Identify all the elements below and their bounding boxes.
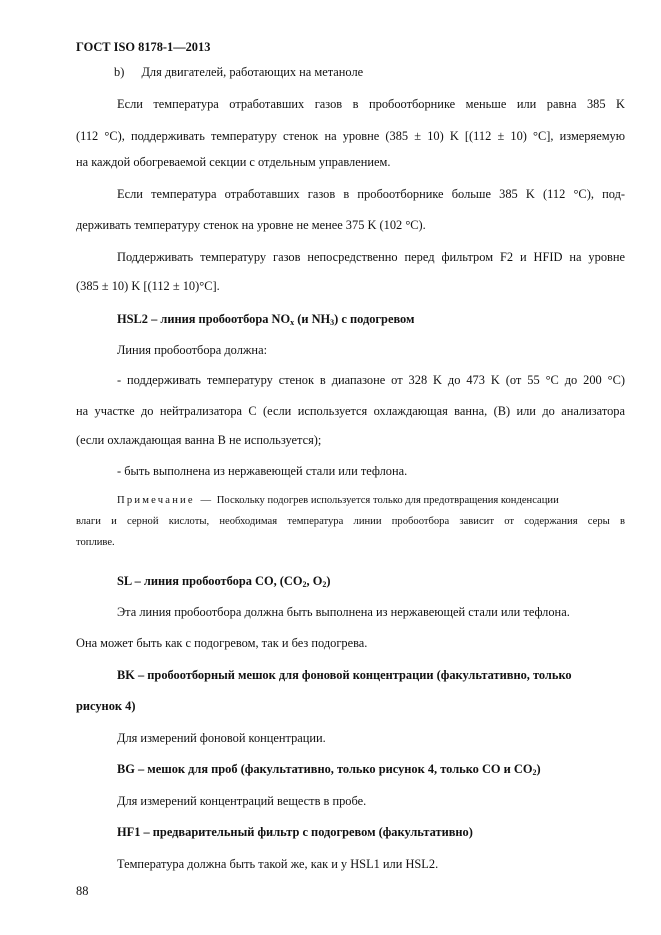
note-text: Поскольку подогрев используется только для предотвращения конденсации bbox=[216, 495, 559, 506]
list-marker: b) bbox=[114, 65, 125, 79]
paragraph-line: Эта линия пробоотбора должна быть выполнена из нержавеющей стали или тефлона. bbox=[117, 605, 570, 619]
paragraph-line: (112 °C), поддерживать температуру стенок на уровне (385 ± 10) K [(112 ± 10) °C], измеряемую bbox=[76, 129, 625, 143]
paragraph-line: - поддерживать температуру стенок в диапазоне от 328 K до 473 K (от 55 °C до 200 °C) bbox=[117, 373, 625, 387]
note-line: топливе. bbox=[76, 537, 115, 548]
note-dash: — bbox=[200, 495, 212, 506]
paragraph-line: держивать температуру стенок на уровне не менее 375 K (102 °C). bbox=[76, 218, 426, 232]
section-title-bk: BK – пробоотборный мешок для фоновой концентрации (факультативно, только bbox=[117, 668, 572, 682]
note-line bbox=[117, 496, 559, 507]
section-title-sl: SL – линия пробоотбора CO, ($CO_2$, $O_2$) bbox=[117, 574, 331, 589]
section-title-hsl2: HSL2 – линия пробоотбора $NO_x$ (и $NH_3$) с подогревом bbox=[117, 312, 415, 327]
paragraph-line: - быть выполнена из нержавеющей стали или тефлона. bbox=[117, 464, 408, 478]
paragraph-line: Для измерений концентраций веществ в пробе. bbox=[117, 794, 367, 808]
paragraph-line: Температура должна быть такой же, как и у HSL1 или HSL2. bbox=[117, 857, 439, 871]
page-number: 88 bbox=[76, 884, 89, 898]
list-item-b bbox=[114, 66, 363, 78]
paragraph-line: Для измерений фоновой концентрации. bbox=[117, 731, 326, 745]
note-label: Примечание bbox=[117, 495, 195, 506]
section-title-hf1: HF1 – предварительный фильтр с подогревом (факультативно) bbox=[117, 825, 473, 839]
paragraph-line: на участке до нейтрализатора C (если используется охлаждающая ванна, (B) или до анализатора bbox=[76, 404, 625, 418]
paragraph-line: (385 ± 10) K [(112 ± 10)°C]. bbox=[76, 279, 220, 293]
document-header: ГОСТ ISO 8178-1—2013 bbox=[76, 40, 211, 54]
paragraph-line: (если охлаждающая ванна B не используется); bbox=[76, 433, 322, 447]
note-line: влаги и серной кислоты, необходимая температура линии пробоотбора зависит от содержания серы в bbox=[76, 516, 625, 527]
paragraph-line: Она может быть как с подогревом, так и без подогрева. bbox=[76, 636, 368, 650]
paragraph-line: Если температура отработавших газов в пробоотборнике больше 385 K (112 °C), под- bbox=[117, 187, 625, 201]
section-title-bg: BG – мешок для проб (факультативно, только рисунок 4, только CO и $CO_2$) bbox=[117, 762, 541, 777]
paragraph-line: Если температура отработавших газов в пробоотборнике меньше или равна 385 K bbox=[117, 97, 625, 111]
paragraph-line: на каждой обогреваемой секции с отдельным управлением. bbox=[76, 155, 391, 169]
paragraph-line: Поддерживать температуру газов непосредственно перед фильтром F2 и HFID на уровне bbox=[117, 250, 625, 264]
list-item-text: Для двигателей, работающих на метаноле bbox=[141, 65, 364, 79]
paragraph-line: Линия пробоотбора должна: bbox=[117, 343, 268, 357]
section-title-bk-cont: рисунок 4) bbox=[76, 699, 136, 713]
